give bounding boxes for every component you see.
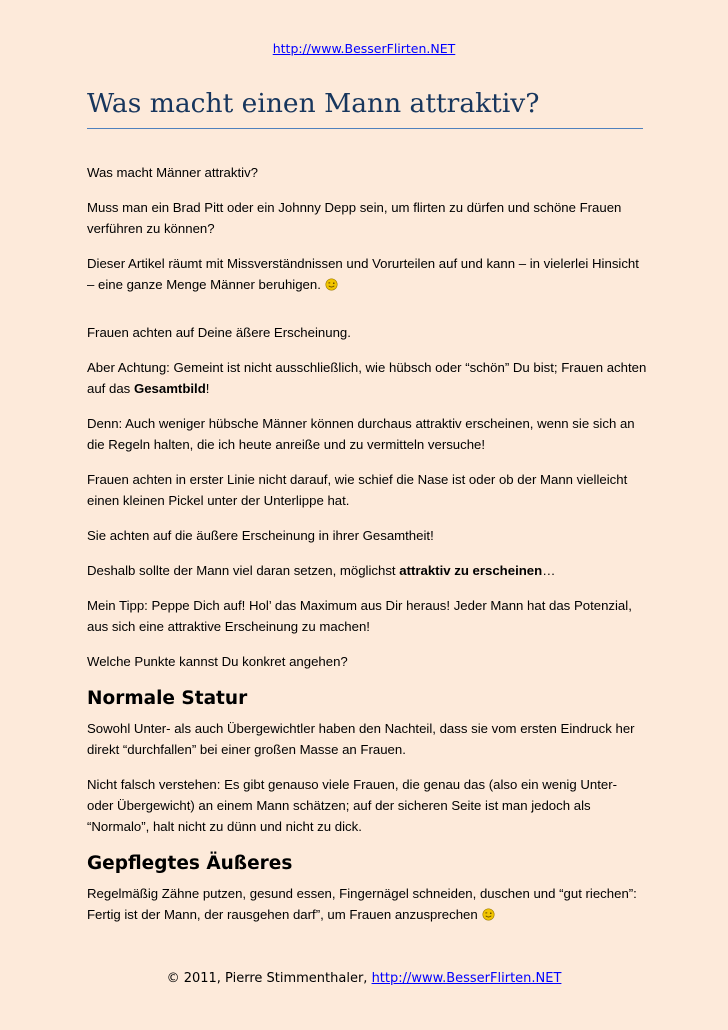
paragraph: Nicht falsch verstehen: Es gibt genauso viele Frauen, die genau das (also ein wenig Unter- oder Übergewicht) an einem Mann schätzen; auf der sicheren Seite ist man jedoch als “Normalo”, halt nicht zu dünn und nicht zu dick. xyxy=(87,777,617,834)
paragraph-text: Dieser Artikel räumt mit Missverständnissen und Vorurteilen auf und kann – in vielerlei Hinsicht – eine ganze Menge Männer beruhigen. xyxy=(87,256,639,292)
footer-copyright: © 2011, Pierre Stimmenthaler, xyxy=(166,971,372,986)
document-title: Was macht einen Mann attraktiv? xyxy=(87,88,540,119)
paragraph: Frauen achten in erster Linie nicht darauf, wie schief die Nase ist oder ob der Mann vielleicht einen kleinen Pickel unter der Unterlippe hat. xyxy=(87,472,628,508)
paragraph-text: … xyxy=(542,563,556,578)
paragraph: Sie achten auf die äußere Erscheinung in ihrer Gesamtheit! xyxy=(87,528,434,543)
paragraph: Muss man ein Brad Pitt oder ein Johnny Depp sein, um flirten zu dürfen und schöne Frauen verführen zu können? xyxy=(87,200,622,236)
paragraph: Sowohl Unter- als auch Übergewichtler haben den Nachteil, dass sie vom ersten Eindruck her direkt “durchfallen” bei einer großen Masse an Frauen. xyxy=(87,721,635,757)
paragraph: Mein Tipp: Peppe Dich auf! Hol’ das Maximum aus Dir heraus! Jeder Mann hat das Potenzial, aus sich eine attraktive Erscheinung zu machen! xyxy=(87,598,632,634)
winking-smiley-icon xyxy=(482,908,495,921)
winking-smiley-icon xyxy=(325,278,338,291)
page-header xyxy=(0,41,728,57)
paragraph: Welche Punkte kannst Du konkret angehen? xyxy=(87,654,348,669)
bold-text: attraktiv zu erscheinen xyxy=(399,563,543,578)
paragraph: Denn: Auch weniger hübsche Männer können durchaus attraktiv erscheinen, wenn sie sich an die Regeln halten, die ich heute anreiße und zu vermitteln versuche! xyxy=(87,416,635,452)
page-footer xyxy=(0,970,728,988)
header-url-link[interactable]: http://www.BesserFlirten.NET xyxy=(272,41,456,56)
footer-url-link[interactable]: http://www.BesserFlirten.NET xyxy=(371,971,562,986)
paragraph-text: ! xyxy=(205,381,210,396)
paragraph xyxy=(87,253,647,295)
paragraph-text: Deshalb sollte der Mann viel daran setzen, möglichst xyxy=(87,563,400,578)
paragraph: Frauen achten auf Deine äßere Erscheinung. xyxy=(87,325,351,340)
document-body xyxy=(87,162,647,939)
title-underline-rule xyxy=(87,128,643,129)
paragraph xyxy=(87,560,647,581)
paragraph-text: Aber Achtung: Gemeint ist nicht ausschließlich, wie hübsch oder “schön” Du bist; Frauen achten auf das xyxy=(87,360,647,396)
paragraph xyxy=(87,883,647,925)
paragraph-text: Regelmäßig Zähne putzen, gesund essen, Fingernägel schneiden, duschen und “gut riechen”: Fertig ist der Mann, der rausgehen darf”, um Frauen anzusprechen xyxy=(87,886,637,922)
paragraph xyxy=(87,357,647,399)
section-heading: Gepflegtes Äußeres xyxy=(87,853,293,874)
bold-text: Gesamtbild xyxy=(133,381,206,396)
paragraph: Was macht Männer attraktiv? xyxy=(87,165,259,180)
section-heading: Normale Statur xyxy=(87,688,248,709)
